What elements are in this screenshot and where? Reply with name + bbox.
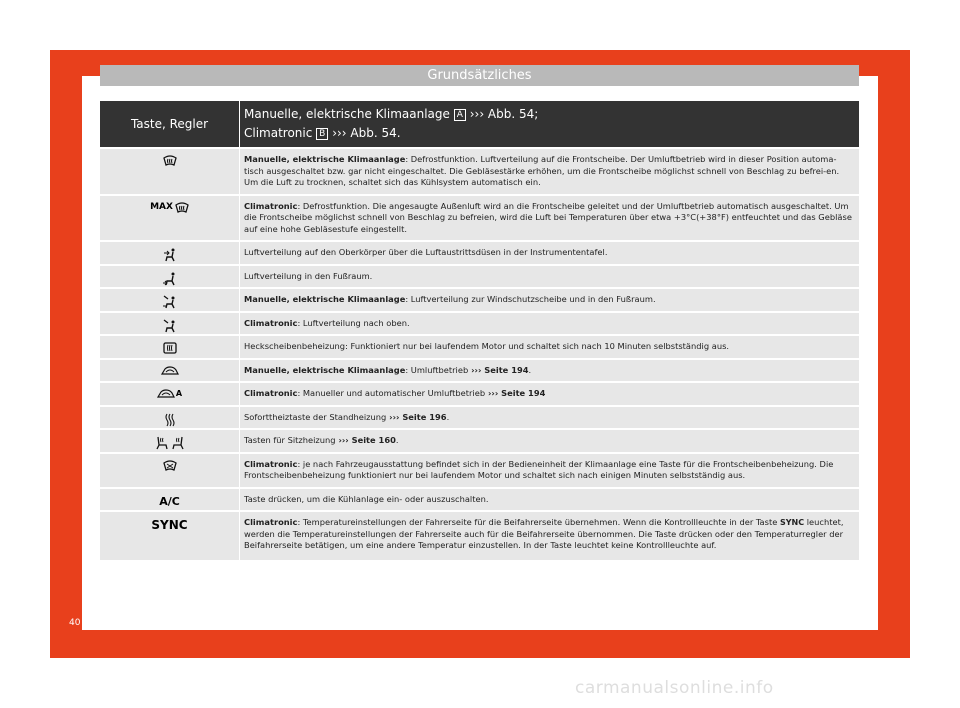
- air-upward-icon: [163, 319, 177, 333]
- table-row: MAX Climatronic: Defrostfunktion. Die angesaugte Außenluft wird an die Frontscheibe geleitet und der Umluftbetrieb automatisch ausgeschaltet. Um die Frontscheibe möglichst schnell von Beschlag zu befreien, wird die Luft bei Temperaturen über etwa +3°C(+38°F) entfeuchtet und das Gebläse auf eine hohe Gebläsestufe eingestellt.: [100, 194, 859, 241]
- table-header: [100, 101, 859, 147]
- table-row: Manuelle, elektrische Klimaanlage: Luftverteilung zur Windschutzscheibe und in den Fußraum.: [100, 287, 859, 311]
- seat-heating-icon: [155, 436, 185, 450]
- table-row: Climatronic: Luftverteilung nach oben.: [100, 311, 859, 335]
- air-footwell-icon: [163, 272, 177, 286]
- page-number: 40: [69, 618, 81, 628]
- defrost-icon: [163, 155, 177, 167]
- table-row: Manuelle, elektrische Klimaanlage: Defrostfunktion. Luftverteilung auf die Frontscheibe. Der Umluftbetrieb wird in dieser Position automa-tisch ausgeschaltet bzw. gar nicht eingeschaltet. Die Gebläsestärke erhöhen, um die Frontscheibe möglichst schnell von Beschlag zu befrei-en. Um die Luft zu trocknen, schaltet sich das Kühlsystem automatisch ein.: [100, 147, 859, 194]
- table-row: Heckscheibenbeheizung: Funktioniert nur bei laufendem Motor und schaltet sich nach 10 Minuten selbstständig aus.: [100, 334, 859, 358]
- recirculation-auto-icon: [157, 389, 175, 399]
- auxiliary-heater-icon: [165, 413, 175, 427]
- air-windshield-footwell-icon: [163, 295, 177, 309]
- front-windshield-heating-icon: [163, 460, 177, 472]
- sync-icon: SYNC: [151, 518, 188, 532]
- table-row: Manuelle, elektrische Klimaanlage: Umluftbetrieb ››› Seite 194.: [100, 358, 859, 382]
- col-header-description: Manuelle, elektrische Klimaanlage A ››› Abb. 54; Climatronic B ››› Abb. 54.: [244, 107, 539, 140]
- recirculation-icon: [161, 366, 179, 376]
- table-row: Climatronic: je nach Fahrzeugausstattung befindet sich in der Bedieneinheit der Klimaanlage eine Taste für die Frontscheibenbeheizung. Die Frontscheibenbeheizung funktioniert nur bei laufendem Motor und schaltet sich nach einigen Minuten selbstständig aus.: [100, 452, 859, 487]
- table-row: Soforttheiztaste der Standheizung ››› Seite 196.: [100, 405, 859, 429]
- table-row: SYNC Climatronic: Temperatureinstellungen der Fahrerseite für die Beifahrerseite übernehmen. Wenn die Kontrollleuchte in der Taste SYNC leuchtet, werden die Temperatureinstellungen der Fahrerseite auch für die Beifahrerseite übernommen. Die Taste drücken oder den Temperaturregler der Beifahrerseite betätigen, um eine andere Temperatur einzustellen. In der Taste leuchtet keine Kontrollleuchte auf.: [100, 510, 859, 560]
- ac-icon: A/C: [159, 494, 180, 508]
- controls-table: [100, 101, 859, 560]
- col-header-controls: Taste, Regler: [100, 101, 240, 147]
- section-header: Grundsätzliches: [100, 65, 859, 86]
- table-row: Luftverteilung in den Fußraum.: [100, 264, 859, 288]
- table-row: A Climatronic: Manueller und automatischer Umluftbetrieb ››› Seite 194: [100, 381, 859, 405]
- table-row: Tasten für Sitzheizung ››› Seite 160.: [100, 428, 859, 452]
- max-defrost-icon: [175, 202, 189, 214]
- air-upper-body-icon: [163, 248, 177, 262]
- table-row: A/C Taste drücken, um die Kühlanlage ein- oder auszuschalten.: [100, 487, 859, 511]
- watermark: carmanualsonline.info: [575, 678, 774, 698]
- table-row: Luftverteilung auf den Oberkörper über die Luftaustrittsdüsen in der Instrumententafel.: [100, 240, 859, 264]
- rear-defrost-icon: [163, 342, 177, 354]
